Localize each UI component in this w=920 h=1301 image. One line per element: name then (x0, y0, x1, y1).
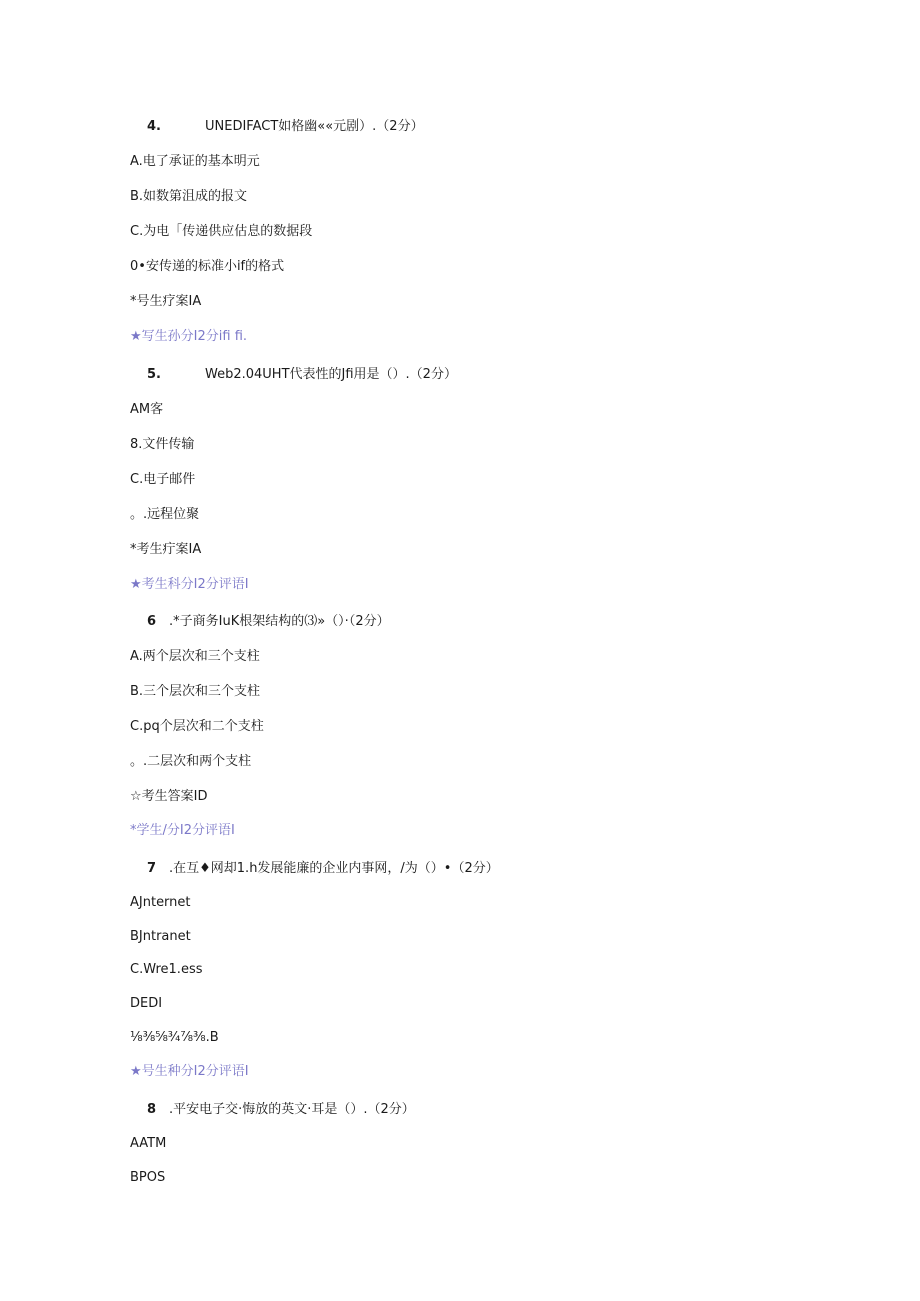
option-c: C.电子邮件 (130, 472, 196, 487)
question-number: 4. (147, 119, 161, 134)
question-text: Web2.04UHT代表性的Jfi用是（）.（2分） (205, 367, 457, 382)
answer-line: ☆考生答案ID (130, 789, 208, 804)
option-a: AJnternet (130, 895, 191, 910)
option-b: B.三个层次和三个支柱 (130, 684, 261, 699)
option-d: 。.二层次和两个支柱 (130, 754, 252, 769)
option-d: 0•安传递的标准小if的格式 (130, 259, 285, 274)
score-line: ★号生种分I2分评语I (130, 1064, 249, 1079)
question-6 (147, 613, 390, 631)
question-number: 6 (147, 614, 157, 629)
question-number: 7 (147, 861, 157, 876)
question-text: .*子商务IuK根架结构的⑶»（）·（2分） (169, 614, 390, 629)
question-7 (147, 860, 499, 878)
option-b: BPOS (130, 1170, 166, 1185)
question-text: .在互♦网却1.h发展能廉的企业内事网，/为（）•（2分） (169, 861, 499, 876)
option-c: C.为电「传递供应估息的数据段 (130, 224, 313, 239)
answer-line: *考生疔案IA (130, 542, 202, 557)
question-number: 8 (147, 1102, 157, 1117)
option-c: C.Wre1.ess (130, 962, 203, 977)
option-a: A.两个层次和三个支柱 (130, 649, 260, 664)
question-text: UNEDIFACT如格幽««元剧）.（2分） (205, 119, 424, 134)
option-b: 8.文件传输 (130, 437, 195, 452)
question-number: 5. (147, 367, 161, 382)
option-a: AM客 (130, 402, 164, 417)
question-text: .平安电子交·悔放的英文·耳是（）.（2分） (169, 1102, 415, 1117)
question-5 (147, 366, 457, 384)
answer-line: *号生疗案IA (130, 294, 202, 309)
option-b: BJntranet (130, 929, 191, 944)
option-b: B.如数第沮成的报文 (130, 189, 248, 204)
score-line: ★写生孙分I2分ifi fi. (130, 329, 248, 344)
question-4 (147, 118, 424, 136)
option-c: C.pq个层次和二个支柱 (130, 719, 264, 734)
option-a: A.电了承证的基本明元 (130, 154, 260, 169)
option-d: 。.远程位聚 (130, 507, 200, 522)
score-line: *学生/分I2分评语I (130, 823, 235, 838)
option-a: AATM (130, 1136, 167, 1151)
score-line: ★考生科分I2分评语I (130, 577, 249, 592)
question-8 (147, 1101, 415, 1119)
answer-line: ⅛⅜⅝¾⅞⅜.B (130, 1030, 219, 1045)
option-d: DEDI (130, 996, 163, 1011)
